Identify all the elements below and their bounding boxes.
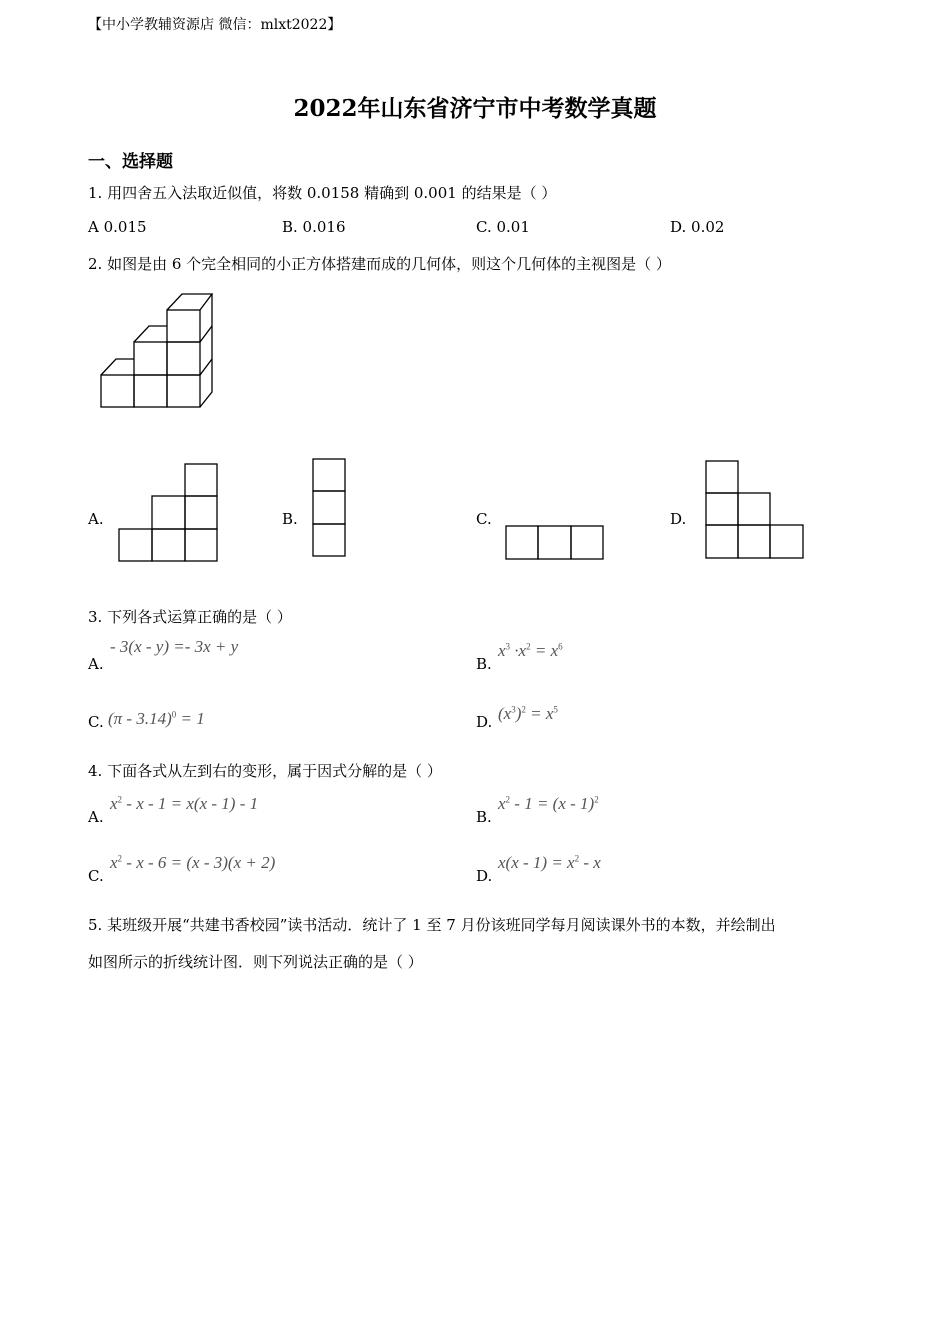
q2-label-d: D. bbox=[670, 510, 687, 528]
question-5-stem-line2: 如图所示的折线统计图．则下列说法正确的是（ ） bbox=[88, 953, 423, 971]
q4-option-a-formula: $x^2 - x - 1 = x(x - 1) - 1$ bbox=[110, 794, 259, 813]
q3-label-a: A. bbox=[88, 655, 104, 673]
q4-option-b-formula: $x^2 - 1 = (x - 1)^2$ bbox=[498, 794, 599, 813]
q1-option-b: B. 0.016 bbox=[282, 218, 346, 236]
page-title: 2022年山东省济宁市中考数学真题 bbox=[293, 95, 657, 122]
question-3-stem: 3. 下列各式运算正确的是（ ） bbox=[88, 608, 292, 626]
question-2-stem: 2. 如图是由 6 个完全相同的小正方体搭建而成的几何体，则这个几何体的主视图是（ ） bbox=[88, 255, 671, 273]
question-4-stem: 4. 下面各式从左到右的变形，属于因式分解的是（ ） bbox=[88, 762, 442, 780]
q1-option-c: C. 0.01 bbox=[476, 218, 530, 236]
page-header: 【中小学教辅资源店 微信：mlxt2022】 bbox=[88, 17, 342, 33]
q2-label-c: C. bbox=[476, 510, 492, 528]
section-heading: 一、选择题 bbox=[88, 152, 173, 172]
q3-option-a-formula: - 3(x - y) =- 3x + y bbox=[110, 637, 239, 656]
q3-label-d: D. bbox=[476, 713, 493, 731]
question-1-stem: 1. 用四舍五入法取近似值，将数 0.0158 精确到 0.001 的结果是（ ） bbox=[88, 184, 557, 202]
q2-label-a: A. bbox=[88, 510, 104, 528]
q1-option-a: A 0.015 bbox=[88, 218, 147, 236]
q3-option-c-formula: (π - 3.14)$^0$ = 1 bbox=[108, 709, 205, 728]
question-5-stem-line1: 5. 某班级开展“共建书香校园”读书活动．统计了 1 至 7 月份该班同学每月阅读课外书的本数，并绘制出 bbox=[88, 916, 776, 934]
q2-label-b: B. bbox=[282, 510, 298, 528]
q1-option-d: D. 0.02 bbox=[670, 218, 725, 236]
q4-label-a: A. bbox=[88, 808, 104, 826]
q3-option-d-formula: $(x^3)^2 = x^5$ bbox=[498, 704, 558, 723]
q4-label-d: D. bbox=[476, 867, 493, 885]
q4-option-d-formula: $x(x - 1) = x^2 - x$ bbox=[498, 853, 601, 872]
q3-label-c: C. bbox=[88, 713, 104, 731]
q4-label-c: C. bbox=[88, 867, 104, 885]
q4-label-b: B. bbox=[476, 808, 492, 826]
q3-label-b: B. bbox=[476, 655, 492, 673]
q4-option-c-formula: $x^2 - x - 6 = (x - 3)(x + 2)$ bbox=[110, 853, 276, 872]
q3-option-b-formula: $x^3 \cdot x^2 = x^6$ bbox=[498, 641, 563, 660]
